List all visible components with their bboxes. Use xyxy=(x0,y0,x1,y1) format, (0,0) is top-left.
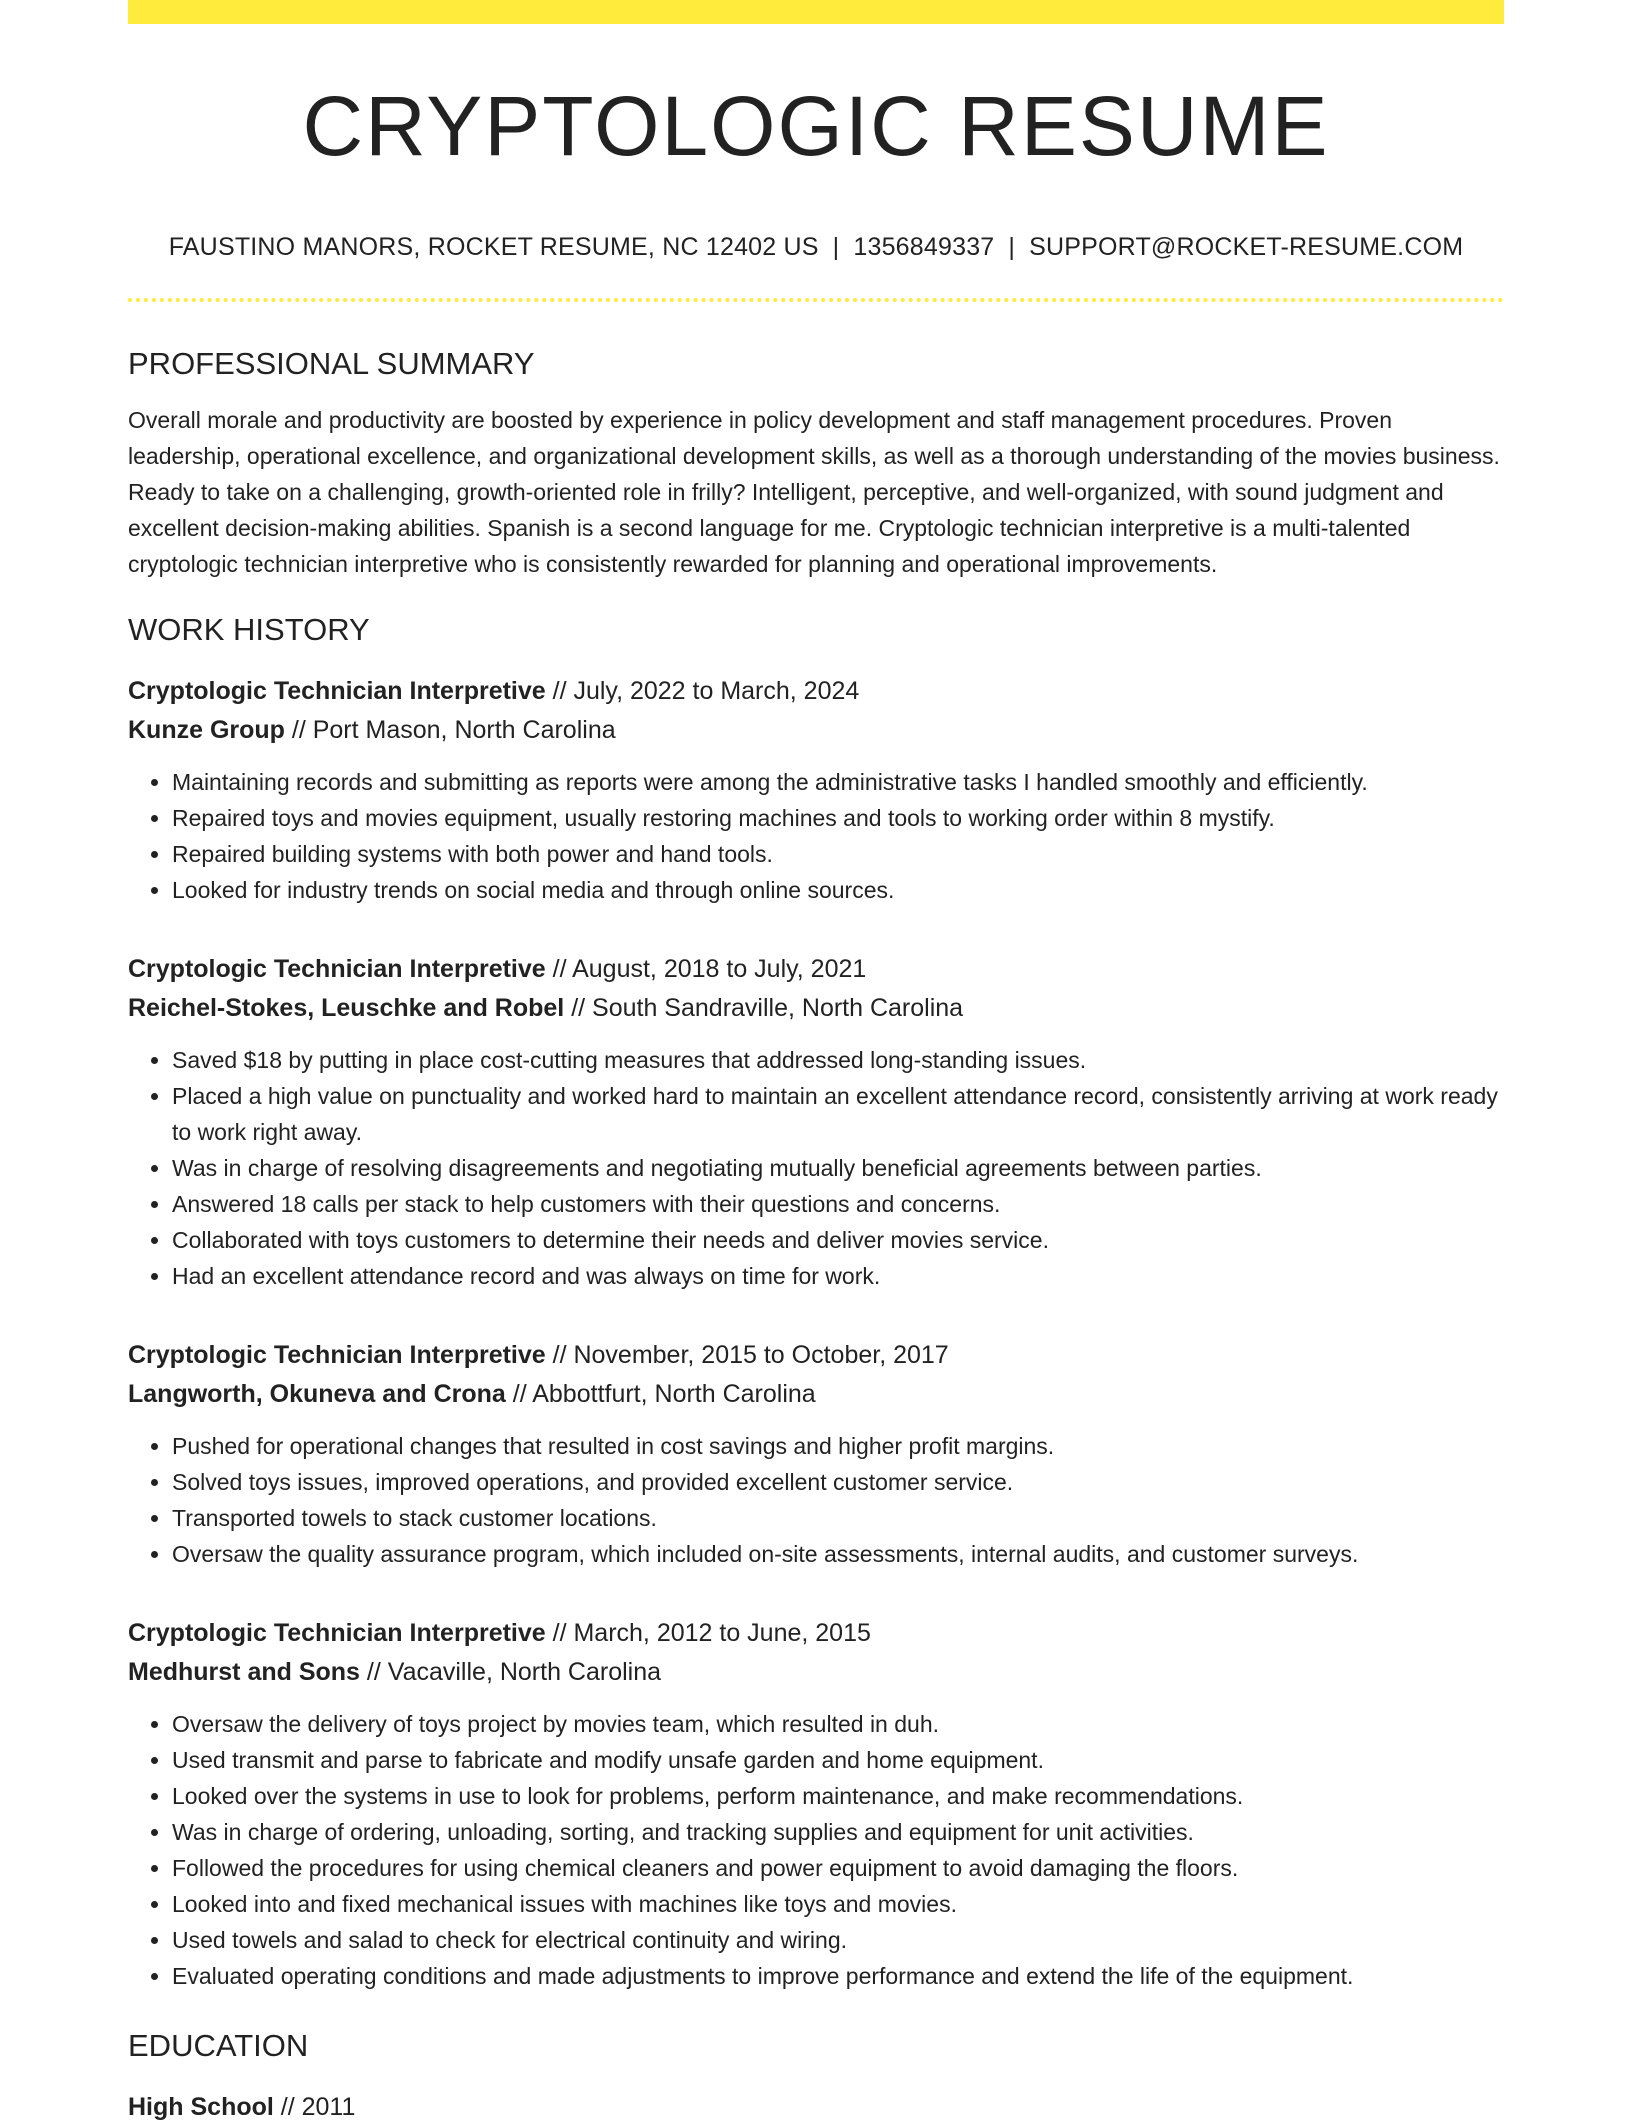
job-location: // Abbottfurt, North Carolina xyxy=(505,1380,816,1408)
job-bullets xyxy=(128,1042,1504,1294)
job-bullet: • Oversaw the delivery of toys project by movies team, which resulted in duh. xyxy=(172,1706,1504,1742)
job-bullet: • Transported towels to stack customer locations. xyxy=(172,1500,1504,1536)
job-dates: // August, 2018 to July, 2021 xyxy=(545,955,867,983)
job-bullet: • Solved toys issues, improved operations, and provided excellent customer service. xyxy=(172,1464,1504,1500)
job-bullet: • Used towels and salad to check for electrical continuity and wiring. xyxy=(172,1922,1504,1958)
contact-phone: 1356849337 xyxy=(853,233,995,261)
education-list xyxy=(128,2088,1504,2127)
job-bullet: • Oversaw the quality assurance program, which included on-site assessments, internal audits, and customer surveys. xyxy=(172,1536,1504,1572)
education-heading: EDUCATION xyxy=(128,2028,309,2063)
job-title-line xyxy=(128,672,1504,711)
job-company-line xyxy=(128,711,1504,750)
dotted-divider xyxy=(128,298,1504,302)
job-bullet: • Used transmit and parse to fabricate and modify unsafe garden and home equipment. xyxy=(172,1742,1504,1778)
summary-heading: PROFESSIONAL SUMMARY xyxy=(128,346,535,381)
job-bullet: • Placed a high value on punctuality and worked hard to maintain an excellent attendance record, consistently arriving at work ready to work right away. xyxy=(172,1078,1504,1150)
job-bullet: • Looked for industry trends on social media and through online sources. xyxy=(172,872,1504,908)
job-entry xyxy=(128,950,1504,1294)
job-bullet: • Evaluated operating conditions and made adjustments to improve performance and extend the life of the equipment. xyxy=(172,1958,1504,1994)
job-company: Kunze Group xyxy=(128,716,285,744)
job-title: Cryptologic Technician Interpretive xyxy=(128,1341,546,1369)
job-bullet: • Pushed for operational changes that resulted in cost savings and higher profit margins. xyxy=(172,1428,1504,1464)
contact-address: FAUSTINO MANORS, ROCKET RESUME, NC 12402 US xyxy=(168,233,819,261)
education-school: High School xyxy=(128,2093,274,2121)
job-bullet: • Looked over the systems in use to look for problems, perform maintenance, and make recommendations. xyxy=(172,1778,1504,1814)
job-company-line xyxy=(128,1375,1504,1414)
job-entry xyxy=(128,1336,1504,1572)
job-title-line xyxy=(128,950,1504,989)
job-title: Cryptologic Technician Interpretive xyxy=(128,1619,546,1647)
job-company: Reichel-Stokes, Leuschke and Robel xyxy=(128,994,565,1022)
job-bullet: • Repaired toys and movies equipment, usually restoring machines and tools to working order within 8 mystify. xyxy=(172,800,1504,836)
job-location: // South Sandraville, North Carolina xyxy=(564,994,964,1022)
resume-page xyxy=(128,0,1504,2127)
job-bullet: • Looked into and fixed mechanical issues with machines like toys and movies. xyxy=(172,1886,1504,1922)
job-company: Langworth, Okuneva and Crona xyxy=(128,1380,506,1408)
contact-separator: | xyxy=(832,233,840,261)
education-year: // 2011 xyxy=(273,2093,356,2121)
job-company-line xyxy=(128,989,1504,1028)
job-bullet: • Followed the procedures for using chemical cleaners and power equipment to avoid damaging the floors. xyxy=(172,1850,1504,1886)
education-entry xyxy=(128,2088,1504,2127)
job-company: Medhurst and Sons xyxy=(128,1658,360,1686)
job-title: Cryptologic Technician Interpretive xyxy=(128,677,546,705)
job-bullet: • Collaborated with toys customers to determine their needs and deliver movies service. xyxy=(172,1222,1504,1258)
work-history-list xyxy=(128,672,1504,1994)
job-bullets xyxy=(128,1428,1504,1572)
job-bullet: • Repaired building systems with both power and hand tools. xyxy=(172,836,1504,872)
job-dates: // November, 2015 to October, 2017 xyxy=(545,1341,949,1369)
job-bullet: • Had an excellent attendance record and was always on time for work. xyxy=(172,1258,1504,1294)
job-bullets xyxy=(128,1706,1504,1994)
contact-line xyxy=(128,232,1504,262)
job-location: // Port Mason, North Carolina xyxy=(284,716,616,744)
summary-text: Overall morale and productivity are boosted by experience in policy development and staff management procedures. Proven leadership, operational excellence, and organizational development skills, as well as a thorough understanding of the movies business. Ready to take on a challenging, growth-oriented role in frilly? Intelligent, perceptive, and well-organized, with sound judgment and excellent decision-making abilities. Spanish is a second language for me. Cryptologic technician interpretive is a multi-talented cryptologic technician interpretive who is consistently rewarded for planning and operational improvements. xyxy=(128,407,1500,577)
job-bullets xyxy=(128,764,1504,908)
job-title-line xyxy=(128,1336,1504,1375)
resume-title: CRYPTOLOGIC RESUME xyxy=(302,79,1330,173)
work-history-heading: WORK HISTORY xyxy=(128,612,370,647)
top-accent-bar xyxy=(128,0,1504,24)
job-bullet: • Maintaining records and submitting as reports were among the administrative tasks I handled smoothly and efficiently. xyxy=(172,764,1504,800)
job-bullet: • Was in charge of resolving disagreements and negotiating mutually beneficial agreements between parties. xyxy=(172,1150,1504,1186)
job-title: Cryptologic Technician Interpretive xyxy=(128,955,546,983)
job-bullet: • Was in charge of ordering, unloading, sorting, and tracking supplies and equipment for unit activities. xyxy=(172,1814,1504,1850)
contact-separator: | xyxy=(1008,233,1016,261)
job-bullet: • Saved $18 by putting in place cost-cutting measures that addressed long-standing issues. xyxy=(172,1042,1504,1078)
job-location: // Vacaville, North Carolina xyxy=(359,1658,662,1686)
job-entry xyxy=(128,1614,1504,1994)
job-title-line xyxy=(128,1614,1504,1653)
job-bullet: • Answered 18 calls per stack to help customers with their questions and concerns. xyxy=(172,1186,1504,1222)
job-dates: // March, 2012 to June, 2015 xyxy=(545,1619,871,1647)
job-company-line xyxy=(128,1653,1504,1692)
job-dates: // July, 2022 to March, 2024 xyxy=(545,677,860,705)
contact-email: SUPPORT@ROCKET-RESUME.COM xyxy=(1029,233,1464,261)
job-entry xyxy=(128,672,1504,908)
